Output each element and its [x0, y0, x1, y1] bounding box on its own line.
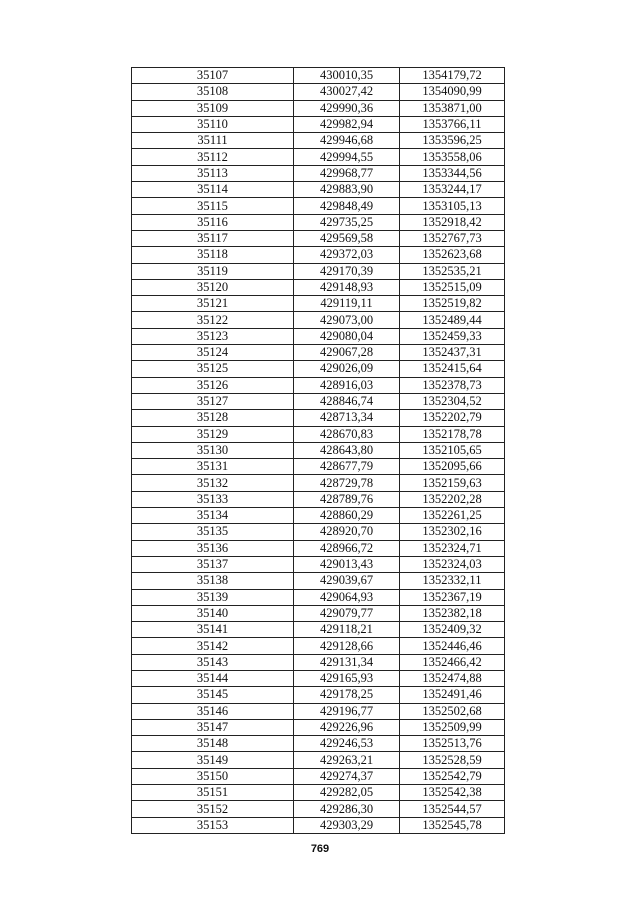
x-coordinate-cell: 428677,79: [294, 459, 400, 475]
y-coordinate-cell: 1352513,76: [400, 736, 505, 752]
x-coordinate-cell: 428670,83: [294, 426, 400, 442]
table-row: [132, 230, 505, 246]
table-row: [132, 475, 505, 491]
x-coordinate-cell: 428860,29: [294, 508, 400, 524]
table-row: [132, 393, 505, 409]
point-id-cell: 35125: [132, 361, 294, 377]
point-id-cell: 35127: [132, 393, 294, 409]
x-coordinate-cell: 428846,74: [294, 393, 400, 409]
point-id-cell: 35145: [132, 687, 294, 703]
point-id-cell: 35139: [132, 589, 294, 605]
table-row: [132, 540, 505, 556]
x-coordinate-cell: 429968,77: [294, 165, 400, 181]
point-id-cell: 35129: [132, 426, 294, 442]
point-id-cell: 35110: [132, 116, 294, 132]
table-row: [132, 182, 505, 198]
point-id-cell: 35108: [132, 84, 294, 100]
x-coordinate-cell: 428713,34: [294, 410, 400, 426]
point-id-cell: 35137: [132, 556, 294, 572]
y-coordinate-cell: 1352302,16: [400, 524, 505, 540]
point-id-cell: 35146: [132, 703, 294, 719]
table-row: [132, 670, 505, 686]
x-coordinate-cell: 429165,93: [294, 670, 400, 686]
table-row: [132, 589, 505, 605]
x-coordinate-cell: 429263,21: [294, 752, 400, 768]
y-coordinate-cell: 1353105,13: [400, 198, 505, 214]
y-coordinate-cell: 1352437,31: [400, 345, 505, 361]
x-coordinate-cell: 430010,35: [294, 68, 400, 84]
x-coordinate-cell: 429372,03: [294, 247, 400, 263]
x-coordinate-cell: 429196,77: [294, 703, 400, 719]
y-coordinate-cell: 1352459,33: [400, 328, 505, 344]
table-row: [132, 622, 505, 638]
x-coordinate-cell: 429148,93: [294, 279, 400, 295]
x-coordinate-cell: 429883,90: [294, 182, 400, 198]
y-coordinate-cell: 1352382,18: [400, 605, 505, 621]
y-coordinate-cell: 1352378,73: [400, 377, 505, 393]
point-id-cell: 35138: [132, 573, 294, 589]
y-coordinate-cell: 1353344,56: [400, 165, 505, 181]
x-coordinate-cell: 429013,43: [294, 556, 400, 572]
y-coordinate-cell: 1352261,25: [400, 508, 505, 524]
point-id-cell: 35120: [132, 279, 294, 295]
y-coordinate-cell: 1352519,82: [400, 296, 505, 312]
x-coordinate-cell: 429080,04: [294, 328, 400, 344]
x-coordinate-cell: 429170,39: [294, 263, 400, 279]
x-coordinate-cell: 430027,42: [294, 84, 400, 100]
table-row: [132, 719, 505, 735]
y-coordinate-cell: 1352542,79: [400, 768, 505, 784]
y-coordinate-cell: 1352545,78: [400, 817, 505, 833]
point-id-cell: 35136: [132, 540, 294, 556]
y-coordinate-cell: 1352367,19: [400, 589, 505, 605]
table-row: [132, 165, 505, 181]
y-coordinate-cell: 1352542,38: [400, 785, 505, 801]
x-coordinate-cell: 428643,80: [294, 442, 400, 458]
point-id-cell: 35123: [132, 328, 294, 344]
x-coordinate-cell: 429994,55: [294, 149, 400, 165]
y-coordinate-cell: 1352515,09: [400, 279, 505, 295]
y-coordinate-cell: 1352415,64: [400, 361, 505, 377]
y-coordinate-cell: 1354179,72: [400, 68, 505, 84]
y-coordinate-cell: 1352528,59: [400, 752, 505, 768]
x-coordinate-cell: 429246,53: [294, 736, 400, 752]
table-row: [132, 736, 505, 752]
x-coordinate-cell: 429026,09: [294, 361, 400, 377]
table-row: [132, 328, 505, 344]
coordinates-table: [131, 67, 505, 834]
x-coordinate-cell: 429067,28: [294, 345, 400, 361]
y-coordinate-cell: 1352202,79: [400, 410, 505, 426]
point-id-cell: 35122: [132, 312, 294, 328]
y-coordinate-cell: 1352446,46: [400, 638, 505, 654]
table-row: [132, 312, 505, 328]
point-id-cell: 35147: [132, 719, 294, 735]
coordinates-table-body: [132, 68, 505, 834]
y-coordinate-cell: 1353766,11: [400, 116, 505, 132]
table-row: [132, 817, 505, 833]
x-coordinate-cell: 429303,29: [294, 817, 400, 833]
x-coordinate-cell: 429848,49: [294, 198, 400, 214]
y-coordinate-cell: 1352502,68: [400, 703, 505, 719]
table-row: [132, 703, 505, 719]
point-id-cell: 35140: [132, 605, 294, 621]
table-row: [132, 654, 505, 670]
y-coordinate-cell: 1353558,06: [400, 149, 505, 165]
table-row: [132, 149, 505, 165]
x-coordinate-cell: 429039,67: [294, 573, 400, 589]
point-id-cell: 35148: [132, 736, 294, 752]
y-coordinate-cell: 1352466,42: [400, 654, 505, 670]
point-id-cell: 35133: [132, 491, 294, 507]
table-row: [132, 361, 505, 377]
point-id-cell: 35111: [132, 133, 294, 149]
table-row: [132, 638, 505, 654]
point-id-cell: 35131: [132, 459, 294, 475]
x-coordinate-cell: 429946,68: [294, 133, 400, 149]
point-id-cell: 35151: [132, 785, 294, 801]
table-row: [132, 426, 505, 442]
y-coordinate-cell: 1352489,44: [400, 312, 505, 328]
x-coordinate-cell: 429178,25: [294, 687, 400, 703]
y-coordinate-cell: 1352324,71: [400, 540, 505, 556]
table-row: [132, 133, 505, 149]
y-coordinate-cell: 1352105,65: [400, 442, 505, 458]
y-coordinate-cell: 1352623,68: [400, 247, 505, 263]
page-number: 769: [310, 843, 330, 855]
x-coordinate-cell: 429118,21: [294, 622, 400, 638]
point-id-cell: 35117: [132, 230, 294, 246]
table-row: [132, 84, 505, 100]
y-coordinate-cell: 1352544,57: [400, 801, 505, 817]
point-id-cell: 35124: [132, 345, 294, 361]
x-coordinate-cell: 428966,72: [294, 540, 400, 556]
y-coordinate-cell: 1352491,46: [400, 687, 505, 703]
point-id-cell: 35132: [132, 475, 294, 491]
x-coordinate-cell: 429282,05: [294, 785, 400, 801]
y-coordinate-cell: 1353244,17: [400, 182, 505, 198]
y-coordinate-cell: 1352918,42: [400, 214, 505, 230]
table-row: [132, 247, 505, 263]
x-coordinate-cell: 429131,34: [294, 654, 400, 670]
y-coordinate-cell: 1352304,52: [400, 393, 505, 409]
y-coordinate-cell: 1352159,63: [400, 475, 505, 491]
point-id-cell: 35107: [132, 68, 294, 84]
y-coordinate-cell: 1352509,99: [400, 719, 505, 735]
point-id-cell: 35119: [132, 263, 294, 279]
y-coordinate-cell: 1352095,66: [400, 459, 505, 475]
x-coordinate-cell: 429064,93: [294, 589, 400, 605]
table-row: [132, 459, 505, 475]
point-id-cell: 35113: [132, 165, 294, 181]
table-row: [132, 801, 505, 817]
point-id-cell: 35152: [132, 801, 294, 817]
point-id-cell: 35115: [132, 198, 294, 214]
y-coordinate-cell: 1352474,88: [400, 670, 505, 686]
table-row: [132, 100, 505, 116]
x-coordinate-cell: 428729,78: [294, 475, 400, 491]
point-id-cell: 35130: [132, 442, 294, 458]
table-row: [132, 605, 505, 621]
point-id-cell: 35144: [132, 670, 294, 686]
table-row: [132, 573, 505, 589]
point-id-cell: 35121: [132, 296, 294, 312]
point-id-cell: 35149: [132, 752, 294, 768]
table-row: [132, 556, 505, 572]
point-id-cell: 35112: [132, 149, 294, 165]
point-id-cell: 35126: [132, 377, 294, 393]
x-coordinate-cell: 429735,25: [294, 214, 400, 230]
point-id-cell: 35143: [132, 654, 294, 670]
table-row: [132, 785, 505, 801]
y-coordinate-cell: 1352332,11: [400, 573, 505, 589]
x-coordinate-cell: 429990,36: [294, 100, 400, 116]
table-row: [132, 263, 505, 279]
x-coordinate-cell: 428916,03: [294, 377, 400, 393]
y-coordinate-cell: 1352767,73: [400, 230, 505, 246]
x-coordinate-cell: 429079,77: [294, 605, 400, 621]
table-row: [132, 687, 505, 703]
y-coordinate-cell: 1354090,99: [400, 84, 505, 100]
table-row: [132, 198, 505, 214]
point-id-cell: 35153: [132, 817, 294, 833]
point-id-cell: 35109: [132, 100, 294, 116]
y-coordinate-cell: 1352324,03: [400, 556, 505, 572]
table-row: [132, 116, 505, 132]
point-id-cell: 35114: [132, 182, 294, 198]
x-coordinate-cell: 429569,58: [294, 230, 400, 246]
x-coordinate-cell: 429073,00: [294, 312, 400, 328]
x-coordinate-cell: 429226,96: [294, 719, 400, 735]
y-coordinate-cell: 1352535,21: [400, 263, 505, 279]
point-id-cell: 35134: [132, 508, 294, 524]
x-coordinate-cell: 429982,94: [294, 116, 400, 132]
x-coordinate-cell: 428789,76: [294, 491, 400, 507]
table-row: [132, 68, 505, 84]
x-coordinate-cell: 428920,70: [294, 524, 400, 540]
x-coordinate-cell: 429128,66: [294, 638, 400, 654]
table-row: [132, 214, 505, 230]
point-id-cell: 35141: [132, 622, 294, 638]
table-row: [132, 279, 505, 295]
table-row: [132, 410, 505, 426]
table-row: [132, 768, 505, 784]
x-coordinate-cell: 429286,30: [294, 801, 400, 817]
point-id-cell: 35135: [132, 524, 294, 540]
table-row: [132, 345, 505, 361]
y-coordinate-cell: 1353871,00: [400, 100, 505, 116]
table-row: [132, 442, 505, 458]
table-row: [132, 508, 505, 524]
x-coordinate-cell: 429274,37: [294, 768, 400, 784]
x-coordinate-cell: 429119,11: [294, 296, 400, 312]
y-coordinate-cell: 1353596,25: [400, 133, 505, 149]
point-id-cell: 35116: [132, 214, 294, 230]
point-id-cell: 35142: [132, 638, 294, 654]
table-row: [132, 752, 505, 768]
table-row: [132, 491, 505, 507]
point-id-cell: 35150: [132, 768, 294, 784]
y-coordinate-cell: 1352178,78: [400, 426, 505, 442]
y-coordinate-cell: 1352202,28: [400, 491, 505, 507]
y-coordinate-cell: 1352409,32: [400, 622, 505, 638]
point-id-cell: 35128: [132, 410, 294, 426]
table-row: [132, 377, 505, 393]
point-id-cell: 35118: [132, 247, 294, 263]
table-row: [132, 296, 505, 312]
table-row: [132, 524, 505, 540]
